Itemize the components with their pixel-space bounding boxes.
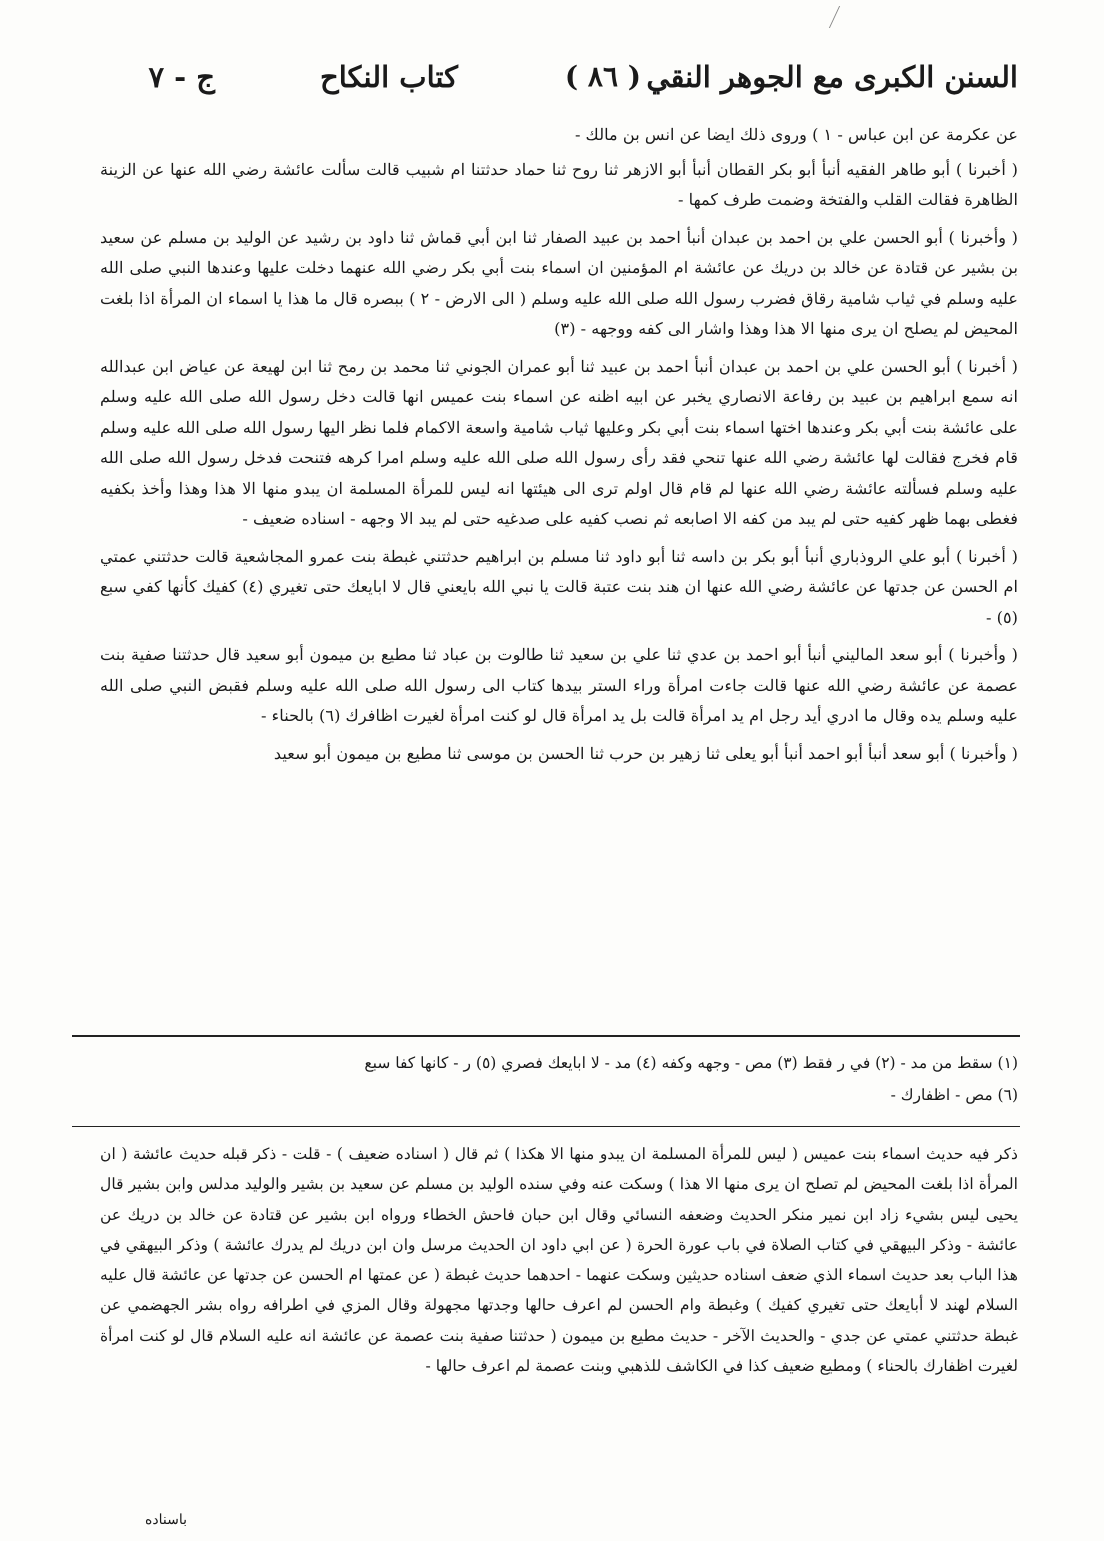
volume-number: ج - ٧: [148, 60, 215, 94]
main-text: [100, 120, 1018, 776]
commentary-text: ذكر فيه حديث اسماء بنت عميس ( ليس للمرأة المسلمة ان يبدو منها الا هكذا ) ثم قال ( اسناده ضعيف ) - قلت - ذكر قبله حديث عائشة ( ان المرأة اذا بلغت المحيض لم تصلح ان يرى منها الا هذا ) وسكت عنه وفي سنده الوليد بن مسلم عن سعيد بن بشير والوليد مدلس وابن بشير قال يحيى ليس بشيء زاد ابن نمير منكر الحديث وضعفه النسائي وقال ابن حبان فاحش الخطاء ورواه ابن بشير عن قتادة عن خالد بن دريك عن عائشة - وذكر البيهقي في كتاب الصلاة في باب عورة الحرة ( عن ابي داود ان الحديث مرسل وان ابن دريك لم يدرك عائشة ) وذكر البيهقي في هذا الباب بعد حديث اسماء الذي ضعف اسناده حديثين وسكت عنهما - احدهما حديث غبطة ( عن عمتها ام الحسن عن جدتها عن عائشة قال عليه السلام لهند لا أبايعك حتى تغيري كفيك ) وغبطة وام الحسن لم اعرف حالها وجدتها مجهولة وقال المزي في اطرافه رواه بشر الجهضمي عن غبطة حدثتني عمتي عن جدي - والحديث الآخر - حديث مطيع بن ميمون ( حدثتنا صفية بنت عصمة عن عائشة انه عليه السلام قال لو كنت امرأة لغيرت اظفارك بالحناء ) ومطيع ضعيف كذا في الكاشف للذهبي وبنت عصمة لم اعرف حالها -: [100, 1145, 1018, 1376]
catchword: باسناده: [145, 1512, 187, 1528]
running-header: [100, 60, 1018, 120]
main-divider: [72, 1035, 1020, 1037]
paragraph: ( وأخبرنا ) أبو سعد أنبأ أبو احمد أنبأ أبو يعلى ثنا زهير بن حرب ثنا الحسن بن موسى ثنا مطيع بن ميمون أبو سعيد: [273, 743, 1018, 763]
paragraph: ( أخبرنا ) أبو طاهر الفقيه أنبأ أبو بكر القطان أنبأ أبو الازهر ثنا روح ثنا حماد حدثتنا ام شبيب قالت سألت عائشة رضي الله عنها عن الزينة الظاهرة فقالت القلب والفتخة وضمت طرف كمها -: [100, 159, 1018, 209]
paragraph: عن عكرمة عن ابن عباس - ١ ) وروى ذلك ايضا عن انس بن مالك -: [574, 125, 1018, 144]
commentary-divider: [72, 1126, 1020, 1127]
chapter-title: كتاب النكاح: [319, 60, 458, 94]
page-number: ( ٨٦ ): [564, 60, 641, 93]
footnotes: [130, 1047, 1018, 1111]
footnote-line: (٦) مص - اظفارك -: [890, 1086, 1018, 1104]
book-title: السنن الكبرى مع الجوهر النقي: [646, 60, 1018, 94]
stray-pen-mark: [829, 6, 856, 28]
footnote-line: (١) سقط من مد - (٢) في ر فقط (٣) مص - وجهه وكفه (٤) مد - لا ابايعك فصري (٥) ر - كانها كفا سبع: [364, 1054, 1018, 1072]
paragraph: ( وأخبرنا ) أبو سعد الماليني أنبأ أبو احمد بن عدي ثنا علي بن سعيد ثنا طالوت بن عباد ثنا مطيع بن ميمون أبو سعيد قال حدثتنا صفية بنت عصمة عن عائشة رضي الله عنها قالت جاءت امرأة وراء الستر بيدها كتاب الى رسول الله صلى الله عليه وسلم فقبض النبي صلى الله عليه وسلم يده وقال ما ادري أيد رجل ام يد امرأة قالت بل يد امرأة قال لو كنت امرأة لغيرت اظافرك (٦) بالحناء -: [100, 645, 1018, 725]
paragraph: ( أخبرنا ) أبو علي الروذباري أنبأ أبو بكر بن داسه ثنا أبو داود ثنا مسلم بن ابراهيم حدثتني غبطة بنت عمرو المجاشعية قالت حدثتني عمتي ام الحسن عن جدتها عن عائشة رضي الله عنها ان هند بنت عتبة قالت يا نبي الله بايعني قال لا ابايعك حتى تغيري (٤) كفيك كأنها كفي سبع (٥) -: [100, 546, 1018, 627]
paragraph: ( أخبرنا ) أبو الحسن علي بن احمد بن عبدان أنبأ احمد بن عبيد ثنا أبو عمران الجوني ثنا محمد بن رمح ثنا ابن لهيعة عن عياض ابن عبدالله انه سمع ابراهيم بن عبيد بن رفاعة الانصاري يخبر عن ابيه اظنه عن اسماء بنت عميس انها قالت دخل رسول الله صلى الله عليه وسلم على عائشة بنت أبي بكر وعندها اختها اسماء بنت أبي بكر وعليها ثياب شامية واسعة الاكمام فلما نظر اليها رسول الله صلى الله عليه وسلم قام فخرج فقالت لها عائشة رضي الله عنها تنحي فقد رأى رسول الله صلى الله عليه وسلم امرا كرهه فتنحت فدخل رسول الله صلى الله عليه وسلم فسألته عائشة رضي الله عنها لم قام قال اولم ترى الى هيئتها انه ليس للمرأة المسلمة ان يبدو منها الا هذا وهذا وأخذ بكفيه فغطى بهما ظهر كفيه حتى لم يبد من كفه الا اصابعه ثم نصب كفيه على صدغيه حتى لم يبد الا وجهه - اسناده ضعيف -: [100, 356, 1018, 528]
paragraph: ( وأخبرنا ) أبو الحسن علي بن احمد بن عبدان أنبأ احمد بن عبيد الصفار ثنا ابن أبي قماش ثنا داود بن رشيد عن الوليد بن مسلم عن سعيد بن بشير عن قتادة عن خالد بن دريك عن عائشة ام المؤمنين ان اسماء بنت أبي بكر رضي الله عنهما دخلت عليها وعندها النبي صلى الله عليه وسلم في ثياب شامية رقاق فضرب رسول الله صلى الله عليه وسلم ( الى الارض - ٢ ) ببصره قال ما هذا يا اسماء ان المرأة اذا بلغت المحيض لم يصلح ان يرى منها الا هذا وهذا واشار الى كفه ووجهه - (٣): [100, 227, 1018, 338]
